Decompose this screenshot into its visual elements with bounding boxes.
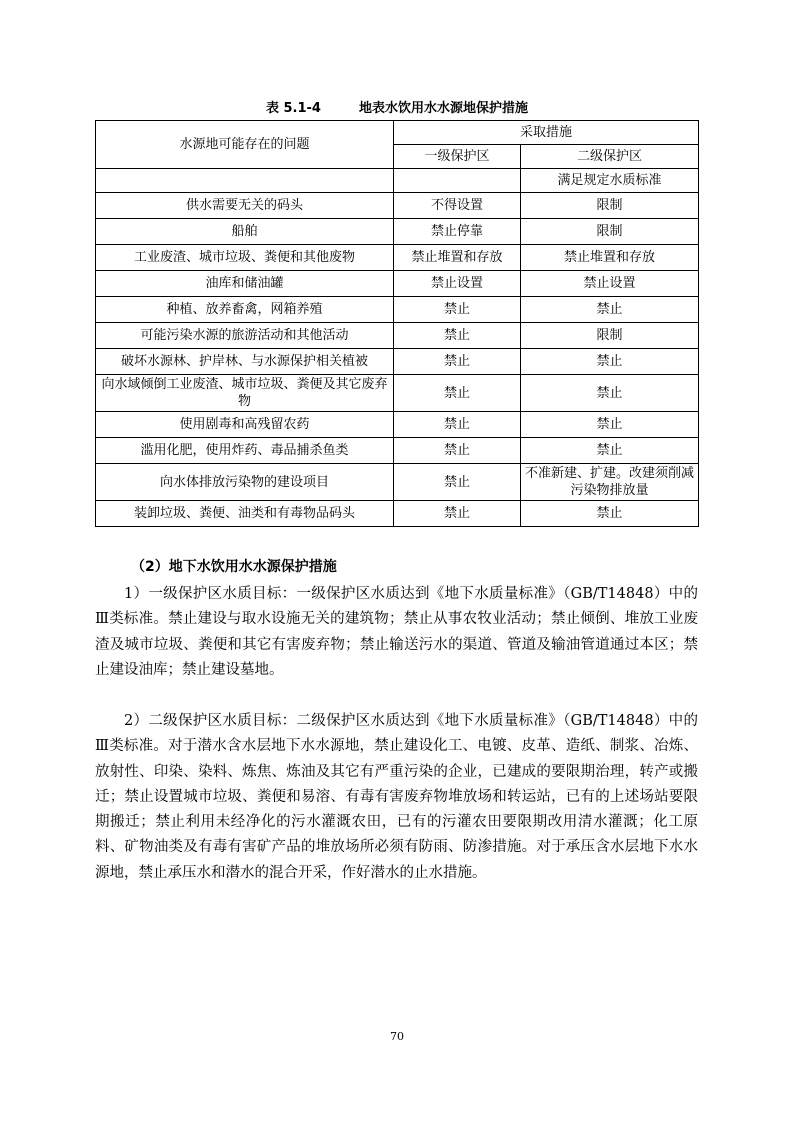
paragraph-level2: 2）二级保护区水质目标：二级保护区水质达到《地下水质量标准》（GB/T14848）中的Ⅲ类标准。对于潜水含水层地下水水源地，禁止建设化工、电镀、皮革、造纸、制浆、冶炼、放射性、印染、染料、炼焦、炼油及其它有严重污染的企业，已建成的要限期治理，转产或搬迁；禁止设置城市垃圾、粪便和易溶、有毒有害废弃物堆放场和转运站，已有的上述场站要限期搬迁；禁止利用未经净化的污水灌溉农田，已有的污灌农田要限期改用清水灌溉；化工原料、矿物油类及有毒有害矿产品的堆放场所必须有防雨、防渗措施。对于承压含水层地下水水源地，禁止承压水和潜水的混合开采，作好潜水的止水措施。 bbox=[95, 713, 698, 881]
cell-problem: 供水需要无关的码头 bbox=[96, 193, 394, 219]
cell-level1: 禁止 bbox=[394, 438, 521, 464]
table-row bbox=[96, 501, 699, 527]
cell-level2: 限制 bbox=[521, 193, 699, 219]
header-level1: 一级保护区 bbox=[394, 145, 521, 169]
page-number: 70 bbox=[390, 1030, 404, 1043]
cell-problem: 向水体排放污染物的建设项目 bbox=[96, 464, 394, 501]
cell-level2: 禁止堆置和存放 bbox=[521, 245, 699, 271]
cell-level2: 限制 bbox=[521, 219, 699, 245]
cell-level2: 禁止 bbox=[521, 412, 699, 438]
protection-measures-table bbox=[95, 120, 699, 527]
paragraph-level1: 1）一级保护区水质目标：一级保护区水质达到《地下水质量标准》（GB/T14848）中的Ⅲ类标准。禁止建设与取水设施无关的建筑物；禁止从事农牧业活动；禁止倾倒、堆放工业废渣及城市垃圾、粪便和其它有害废弃物；禁止输送污水的渠道、管道及输油管道通过本区；禁止建设油库；禁止建设墓地。 bbox=[95, 586, 698, 678]
cell-level2: 不准新建、扩建。改建须削减污染物排放量 bbox=[521, 464, 699, 501]
cell-problem: 使用剧毒和高残留农药 bbox=[96, 412, 394, 438]
cell-problem: 工业废渣、城市垃圾、粪便和其他废物 bbox=[96, 245, 394, 271]
cell-level1: 禁止 bbox=[394, 349, 521, 375]
cell-problem: 船舶 bbox=[96, 219, 394, 245]
cell-level1: 禁止 bbox=[394, 501, 521, 527]
table-row bbox=[96, 193, 699, 219]
cell-level2: 禁止 bbox=[521, 501, 699, 527]
table-row bbox=[96, 297, 699, 323]
cell-level1: 禁止 bbox=[394, 297, 521, 323]
header-level2: 二级保护区 bbox=[521, 145, 699, 169]
cell-level2: 禁止 bbox=[521, 438, 699, 464]
cell-level2: 满足规定水质标准 bbox=[521, 169, 699, 193]
cell-problem: 装卸垃圾、粪便、油类和有毒物品码头 bbox=[96, 501, 394, 527]
header-problem: 水源地可能存在的问题 bbox=[96, 121, 394, 169]
table-caption bbox=[0, 97, 794, 116]
table-row bbox=[96, 169, 699, 193]
cell-problem: 种植、放养畜禽，网箱养殖 bbox=[96, 297, 394, 323]
cell-level2: 禁止设置 bbox=[521, 271, 699, 297]
cell-level2: 禁止 bbox=[521, 349, 699, 375]
cell-problem: 油库和储油罐 bbox=[96, 271, 394, 297]
table-row bbox=[96, 271, 699, 297]
cell-problem bbox=[96, 169, 394, 193]
table-row bbox=[96, 375, 699, 412]
table-title: 地表水饮用水水源地保护措施 bbox=[358, 101, 528, 116]
cell-level2: 限制 bbox=[521, 323, 699, 349]
cell-level1: 禁止 bbox=[394, 323, 521, 349]
cell-level1: 禁止 bbox=[394, 412, 521, 438]
table-row bbox=[96, 438, 699, 464]
header-measures: 采取措施 bbox=[394, 121, 699, 145]
cell-level2: 禁止 bbox=[521, 297, 699, 323]
table-row bbox=[96, 412, 699, 438]
table-row bbox=[96, 464, 699, 501]
cell-level1: 不得设置 bbox=[394, 193, 521, 219]
cell-level1: 禁止堆置和存放 bbox=[394, 245, 521, 271]
table-number: 表 5.1-4 bbox=[265, 101, 321, 116]
table-row bbox=[96, 349, 699, 375]
cell-level1: 禁止设置 bbox=[394, 271, 521, 297]
table-row bbox=[96, 219, 699, 245]
cell-level1: 禁止停靠 bbox=[394, 219, 521, 245]
cell-level2: 禁止 bbox=[521, 375, 699, 412]
cell-level1: 禁止 bbox=[394, 464, 521, 501]
cell-problem: 破坏水源林、护岸林、与水源保护相关植被 bbox=[96, 349, 394, 375]
cell-level1: 禁止 bbox=[394, 375, 521, 412]
cell-level1 bbox=[394, 169, 521, 193]
cell-problem: 可能污染水源的旅游活动和其他活动 bbox=[96, 323, 394, 349]
cell-problem: 滥用化肥，使用炸药、毒品捕杀鱼类 bbox=[96, 438, 394, 464]
section-heading: （2）地下水饮用水水源保护措施 bbox=[131, 559, 337, 575]
table-row bbox=[96, 323, 699, 349]
cell-problem: 向水域倾倒工业废渣、城市垃圾、粪便及其它废弃物 bbox=[96, 375, 394, 412]
table-row bbox=[96, 245, 699, 271]
